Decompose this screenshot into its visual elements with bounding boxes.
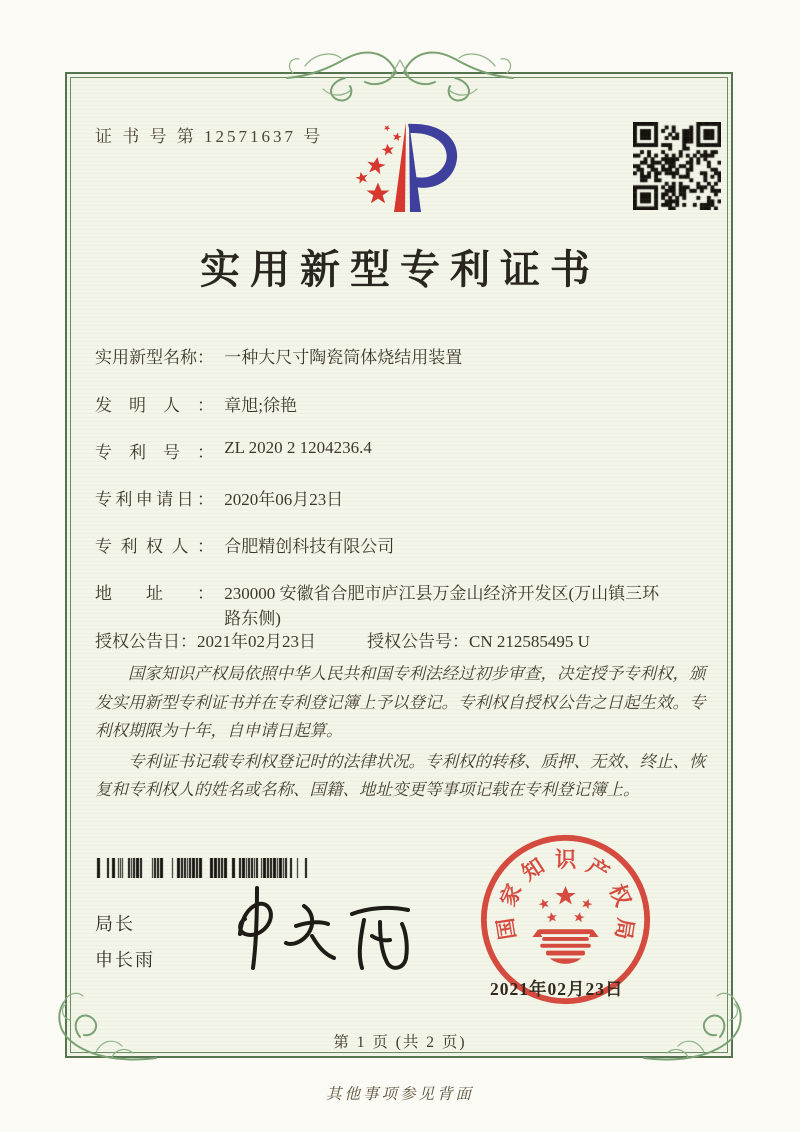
field-label: 专利申请日： xyxy=(95,490,214,509)
grant-number-value: CN 212585495 U xyxy=(469,632,590,651)
field-label: 发明人： xyxy=(95,396,214,415)
field-label: 专利号： xyxy=(95,443,214,462)
cnipa-logo-icon xyxy=(342,116,478,220)
handwritten-signature-icon xyxy=(212,872,427,987)
svg-text:产: 产 xyxy=(582,853,614,886)
signer-title: 局长 xyxy=(95,914,135,934)
svg-text:国: 国 xyxy=(493,916,521,942)
certificate-title: 实用新型专利证书 xyxy=(200,247,600,292)
field-grant-row xyxy=(95,627,590,652)
certificate-number: 证 书 号 第 12571637 号 xyxy=(95,127,324,146)
field-patentee xyxy=(95,532,394,557)
field-value: ZL 2020 2 1204236.4 xyxy=(224,438,372,457)
svg-text:局: 局 xyxy=(610,916,638,942)
legal-text xyxy=(95,660,707,807)
svg-text:知: 知 xyxy=(517,853,549,886)
field-patent-number xyxy=(95,438,372,463)
svg-text:识: 识 xyxy=(554,848,577,872)
field-label: 实用新型名称： xyxy=(95,348,214,367)
seal-date: 2021年02月23日 xyxy=(490,979,624,999)
grant-date-label: 授权公告日： xyxy=(95,632,197,651)
field-filing-date xyxy=(95,485,343,510)
page-indicator: 第 1 页 (共 2 页) xyxy=(333,1034,467,1051)
legal-paragraph-1: 国家知识产权局依照中华人民共和国专利法经过初步审查，决定授予专利权，颁发实用新型专利证书并在专利登记簿上予以登记。专利权自授权公告之日起生效。专利权期限为十年，自申请日起算。 xyxy=(95,664,706,740)
field-label: 地址： xyxy=(95,584,214,603)
svg-text:家: 家 xyxy=(495,880,527,910)
field-value: 合肥精创科技有限公司 xyxy=(224,537,395,556)
field-value: 一种大尺寸陶瓷筒体烧结用装置 xyxy=(224,348,463,367)
back-note: 其他事项参见背面 xyxy=(325,1086,474,1103)
field-address xyxy=(95,579,674,629)
field-value: 章旭;徐艳 xyxy=(224,396,297,415)
field-label: 专利权人： xyxy=(95,537,214,556)
grant-date-value: 2021年02月23日 xyxy=(197,632,316,651)
field-utility-model-name xyxy=(95,343,462,368)
legal-paragraph-2: 专利证书记载专利权登记时的法律状况。专利权的转移、质押、无效、终止、恢复和专利权人的姓名或名称、国籍、地址变更等事项记载在专利登记簿上。 xyxy=(95,751,706,799)
field-inventor xyxy=(95,391,297,416)
field-value: 2020年06月23日 xyxy=(224,490,344,509)
qr-code xyxy=(633,122,721,210)
grant-number-label: 授权公告号： xyxy=(367,632,469,651)
signer-name: 申长雨 xyxy=(95,950,155,970)
svg-text:权: 权 xyxy=(604,880,636,910)
field-value: 230000 安徽省合肥市庐江县万金山经济开发区(万山镇三环路东侧) xyxy=(224,584,660,628)
